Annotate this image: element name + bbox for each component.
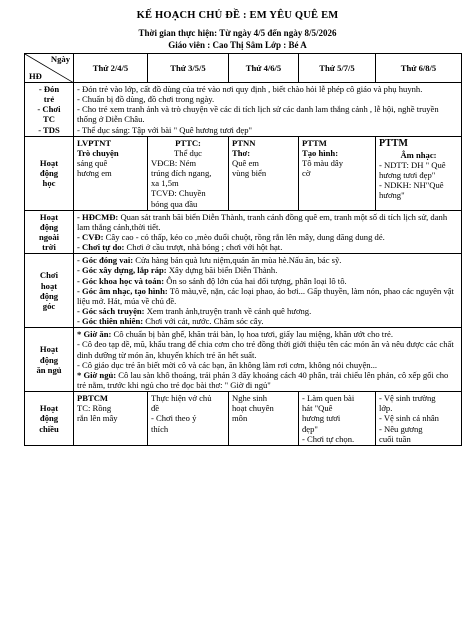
corner-ngay: Ngày [50, 54, 70, 64]
text-line: - Cô đeo tạp dề, mũ, khẩu trang để chia cơm cho trẻ đồng thời giới thiệu tên các món ăn và nêu được các chất dinh dưỡng từ món ăn, khuyến khích trẻ ăn hết suất. [77, 339, 454, 360]
text-line: - Góc thiên nhiên: Chơi với cát, nước. Chăm sóc cây. [77, 316, 264, 327]
an-ngu-content [74, 328, 462, 392]
day-header: Thứ 3/5/5 [148, 54, 229, 83]
teacher-class: Giáo viên : Cao Thị Sâm Lớp : Bé A [168, 40, 307, 50]
row-ngoai-troi [25, 210, 462, 254]
row-label-hoat-dong-goc: Chơi hoạt động góc [25, 254, 74, 328]
header-row [25, 54, 462, 83]
don-tre-content [74, 83, 462, 137]
text-line: - Góc sách truyện: Xem tranh ảnh,truyện tranh về cảnh quê hương. [77, 305, 312, 316]
afternoon-cell-fri: - Vệ sinh trường lớp. - Vệ sinh cá nhân - Nêu gương cuối tuần [376, 392, 462, 446]
afternoon-cell-tue: Thực hiện vở chủ đề - Chơi theo ý thích [148, 392, 229, 446]
day-header: Thứ 6/8/5 [376, 54, 462, 83]
hoat-dong-goc-content [74, 254, 462, 328]
row-hoat-dong-goc [25, 254, 462, 328]
lesson-cell-tue: PTTC: Thể dục VĐCB: Ném trúng đích ngang, xa 1,5m TCVĐ: Chuyền bóng qua đầu [148, 136, 229, 210]
day-header: Thứ 2/4/5 [74, 54, 148, 83]
weekly-schedule-table [24, 53, 462, 446]
day-header: Thứ 4/6/5 [229, 54, 299, 83]
row-label-chieu: Hoạt động chiều [25, 392, 74, 446]
document-title: KẾ HOẠCH CHỦ ĐỀ : EM YÊU QUÊ EM [136, 10, 339, 21]
lesson-cell-wed: PTNN Thơ: Quê em vùng biển [229, 136, 299, 210]
text-line: - CVĐ: Cây cao - cỏ thấp, kéo co ,mèo đuổi chuột, rồng rắn lên mây, dung dăng dung dẻ. [77, 231, 385, 242]
text-line: * Giờ ăn: Cô chuẩn bị bàn ghế, khăn trải bàn, lọ hoa tươi, giấy lau miệng, khăn ướt cho trẻ. [77, 329, 394, 340]
text-line: - Cô giáo dục trẻ ăn biết mời cô và các bạn, ăn không làm rơi cơm, không nói chuyện... [77, 359, 378, 370]
text-line: - Cho trẻ xem tranh ảnh và trò chuyện về các di tích lịch sử các danh lam thắng cảnh , lễ hội, nghề truyền thống ở Diễn Châu. [77, 104, 439, 125]
text-line: - Chuẩn bị đồ dùng, đồ chơi trong ngày. [77, 94, 215, 105]
corner-cell [25, 54, 74, 83]
afternoon-cell-thu: - Làm quen bài hát "Quê hương tươi đẹp" - Chơi tự chọn. [299, 392, 376, 446]
afternoon-cell-wed: Nghe sinh hoạt chuyên môn [229, 392, 299, 446]
row-label-hoat-dong-hoc: Hoạt động học [25, 136, 74, 210]
row-label-ngoai-troi: Hoạt động ngoài trời [25, 210, 74, 254]
time-range: Thời gian thực hiện: Từ ngày 4/5 đến ngày 8/5/2026 [138, 28, 337, 38]
afternoon-cell-mon: PBTCM TC: Rồng rắn lên mây [74, 392, 148, 446]
row-hoat-dong-hoc [25, 136, 462, 210]
row-an-ngu [25, 328, 462, 392]
text-line: - Đón trẻ vào lớp, cất đồ dùng của trẻ vào nơi quy định , biết chào hỏi lễ phép cô giáo và phụ huynh. [77, 84, 423, 94]
text-line: - Góc âm nhạc, tạo hình: Tô màu,vẽ, nặn, các loại phao, áo bơi... Gấp thuyền, làm nón, phao các nguyên vật liệu mở. Hát, múa về chủ đề. [77, 285, 454, 306]
text-line: - Góc đóng vai: Cửa hàng bán quà lưu niệm,quán ăn mùa hè.Nấu ăn, bác sỹ. [77, 255, 342, 266]
row-label-don-tre: - Đón trẻ - Chơi TC - TDS [25, 83, 74, 137]
text-line: - Chơi tự do: Chơi ở cầu trượt, nhà bóng ; chơi với hột hạt. [77, 242, 283, 253]
text-line: - Góc khoa học và toán: Ôn so sánh độ lớn của hai đối tượng, phân loại lô tô. [77, 275, 347, 286]
row-label-an-ngu: Hoạt động ăn ngủ [25, 328, 74, 392]
text-line: * Giờ ngủ: Cô lau sàn khô thoáng, trải phản 3 dãy khoảng cách 40 phân, trải chiếu lên phản, cô xếp gối cho trẻ nằm, trước khi ngủ cho trẻ đọc bài thơ: " Giờ đi ngủ" [77, 369, 449, 390]
text-line: - Góc xây dựng, lắp ráp: Xây dựng bãi biển Diễn Thành. [77, 265, 278, 276]
row-chieu [25, 392, 462, 446]
text-line: - Thể dục sáng: Tập với bài " Quê hương tươi đẹp" [77, 124, 252, 135]
lesson-cell-fri: PTTM Âm nhạc: - NDTT: DH " Quê hương tươi đẹp" - NDKH: NH"Quê hương" [376, 136, 462, 210]
text-line: - HĐCMĐ: Quan sát tranh bãi biển Diễn Thành, tranh cảnh đồng quê em, tranh một số di tích lịch sử, danh lam thắng cảnh,thời tiết. [77, 211, 448, 232]
row-don-tre [25, 83, 462, 137]
corner-hd: HĐ [29, 70, 42, 81]
lesson-cell-mon: LVPTNT Trò chuyện sáng quê hương em [74, 136, 148, 210]
day-header: Thứ 5/7/5 [299, 54, 376, 83]
ngoai-troi-content [74, 210, 462, 254]
lesson-cell-thu: PTTM Tạo hình: Tô màu dây cờ [299, 136, 376, 210]
